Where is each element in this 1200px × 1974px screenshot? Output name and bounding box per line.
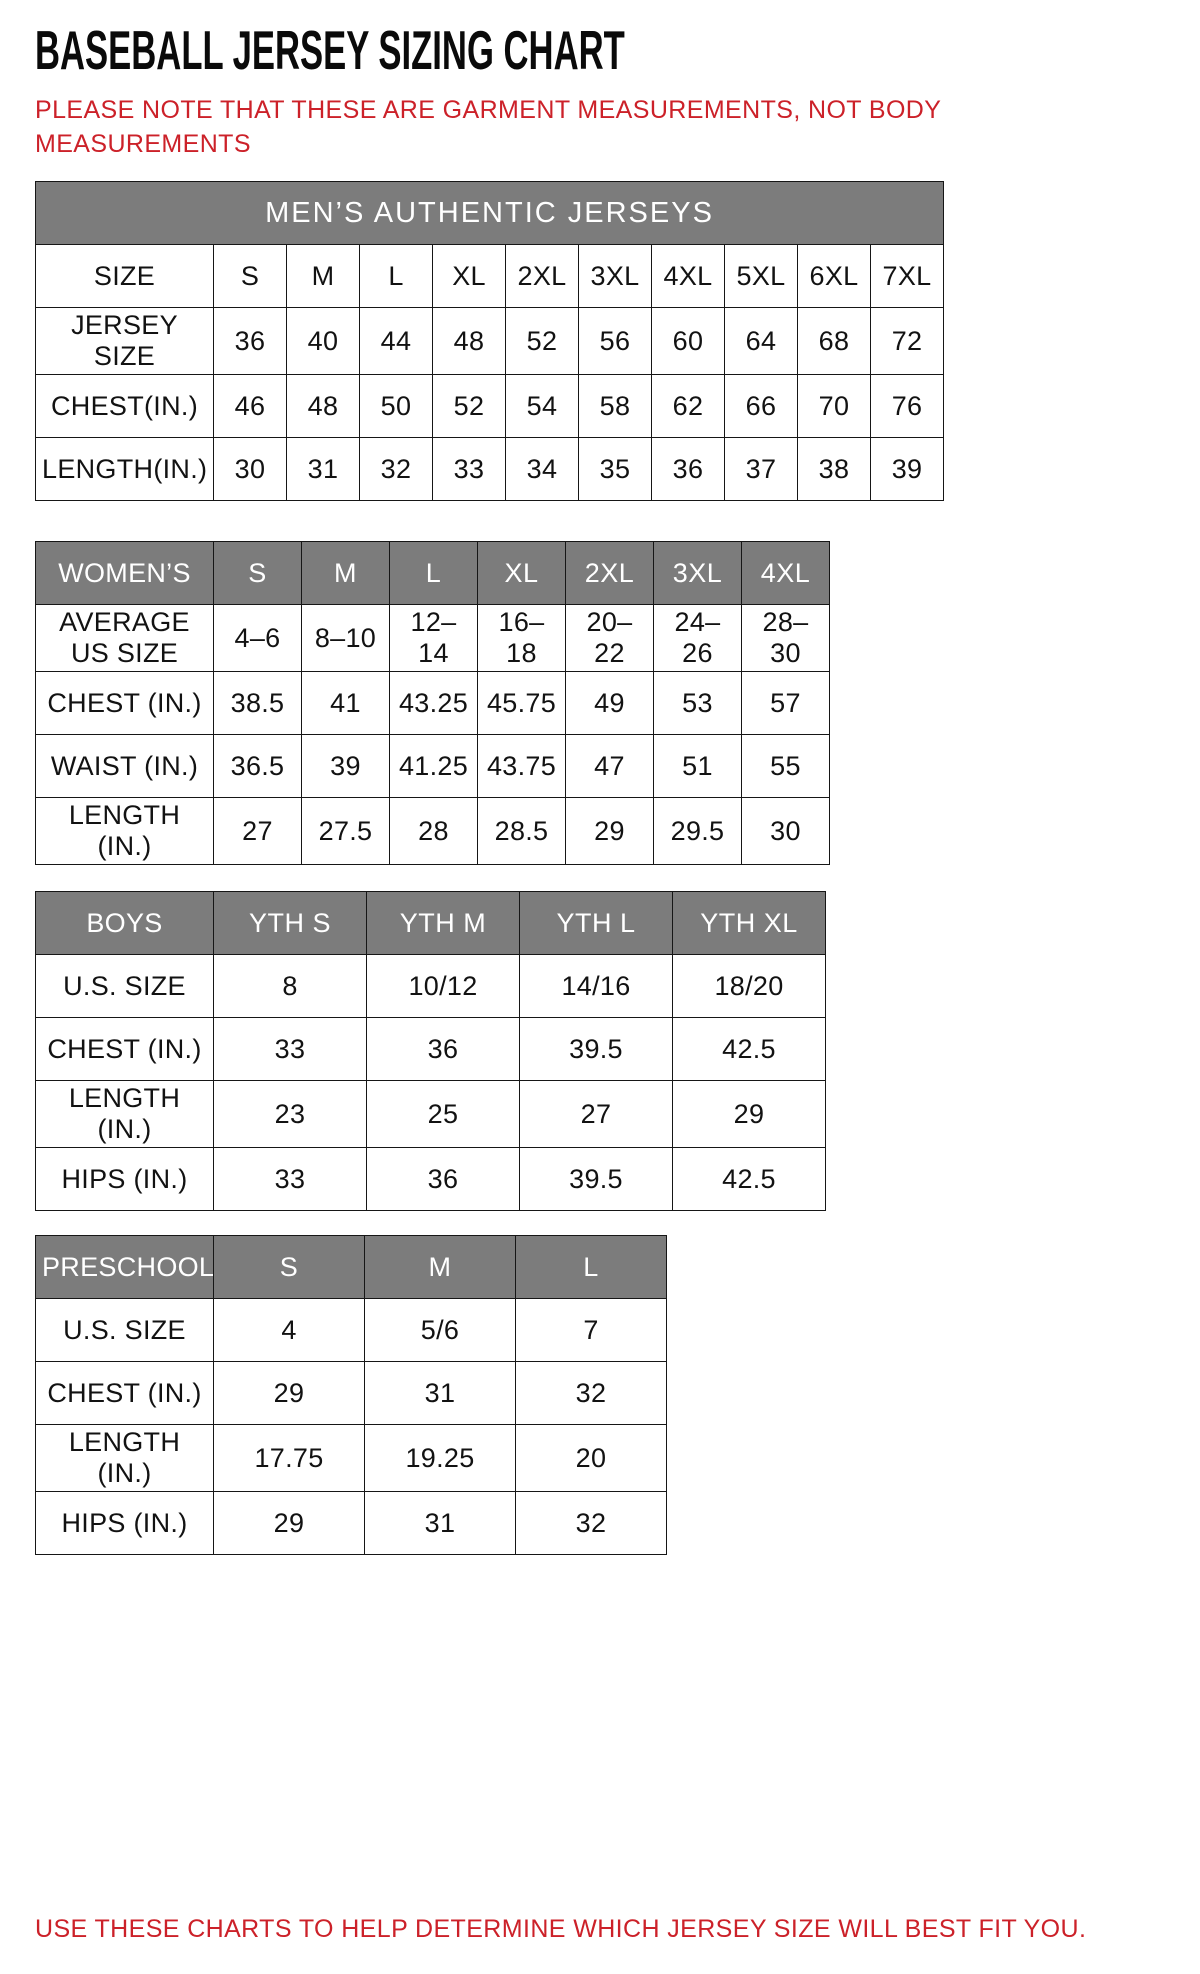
value-cell: 36 [652, 438, 725, 501]
value-cell: 5/6 [365, 1299, 516, 1362]
value-cell: 43.25 [390, 672, 478, 735]
value-cell: 37 [725, 438, 798, 501]
preschool-header-row [36, 1236, 667, 1299]
table-row [36, 735, 830, 798]
column-header: YTH M [367, 892, 520, 955]
value-cell: 38.5 [214, 672, 302, 735]
value-cell: 16–18 [478, 605, 566, 672]
value-cell: 5XL [725, 245, 798, 308]
table-row [36, 1362, 667, 1425]
value-cell: M [287, 245, 360, 308]
value-cell: 29.5 [654, 798, 742, 865]
table-row [36, 1425, 667, 1492]
value-cell: 33 [214, 1148, 367, 1211]
row-label: U.S. SIZE [36, 955, 214, 1018]
table-header-label: PRESCHOOL [36, 1236, 214, 1299]
note-line-1: PLEASE NOTE THAT THESE ARE GARMENT MEASUREMENTS, NOT BODY [35, 95, 942, 124]
value-cell: S [214, 245, 287, 308]
value-cell: 4XL [652, 245, 725, 308]
value-cell: 27.5 [302, 798, 390, 865]
value-cell: 27 [520, 1081, 673, 1148]
value-cell: 29 [673, 1081, 826, 1148]
value-cell: 36.5 [214, 735, 302, 798]
table-row [36, 672, 830, 735]
value-cell: 52 [506, 308, 579, 375]
value-cell: 8 [214, 955, 367, 1018]
row-label: HIPS (IN.) [36, 1492, 214, 1555]
column-header: YTH L [520, 892, 673, 955]
value-cell: 6XL [798, 245, 871, 308]
table-header-label: WOMEN’S [36, 542, 214, 605]
value-cell: 47 [566, 735, 654, 798]
table-row [36, 798, 830, 865]
column-header: S [214, 1236, 365, 1299]
value-cell: 14/16 [520, 955, 673, 1018]
value-cell: 53 [654, 672, 742, 735]
table-row [36, 1148, 826, 1211]
value-cell: 30 [742, 798, 830, 865]
womens-header-row [36, 542, 830, 605]
boys-sizing-table [35, 891, 826, 1211]
value-cell: 48 [433, 308, 506, 375]
value-cell: 36 [367, 1148, 520, 1211]
value-cell: 32 [516, 1362, 667, 1425]
mens-authentic-jerseys-banner-row [36, 182, 944, 245]
value-cell: 3XL [579, 245, 652, 308]
value-cell: 12–14 [390, 605, 478, 672]
value-cell: 43.75 [478, 735, 566, 798]
column-header: 4XL [742, 542, 830, 605]
value-cell: 64 [725, 308, 798, 375]
table-row [36, 308, 944, 375]
table-row [36, 1018, 826, 1081]
value-cell: 28–30 [742, 605, 830, 672]
boys-header-row [36, 892, 826, 955]
row-label: WAIST (IN.) [36, 735, 214, 798]
column-header: S [214, 542, 302, 605]
row-label: HIPS (IN.) [36, 1148, 214, 1211]
value-cell: 52 [433, 375, 506, 438]
value-cell: 68 [798, 308, 871, 375]
value-cell: 20–22 [566, 605, 654, 672]
value-cell: 50 [360, 375, 433, 438]
womens-sizing-table [35, 541, 830, 865]
value-cell: 42.5 [673, 1148, 826, 1211]
value-cell: 19.25 [365, 1425, 516, 1492]
value-cell: 44 [360, 308, 433, 375]
value-cell: 39.5 [520, 1148, 673, 1211]
value-cell: 31 [287, 438, 360, 501]
preschool-sizing-table [35, 1235, 667, 1555]
value-cell: 2XL [506, 245, 579, 308]
value-cell: 30 [214, 438, 287, 501]
value-cell: 33 [433, 438, 506, 501]
value-cell: 33 [214, 1018, 367, 1081]
value-cell: 4 [214, 1299, 365, 1362]
value-cell: 32 [516, 1492, 667, 1555]
value-cell: 31 [365, 1362, 516, 1425]
value-cell: 58 [579, 375, 652, 438]
table-header-label: BOYS [36, 892, 214, 955]
column-header: YTH S [214, 892, 367, 955]
measurement-note [35, 94, 1165, 162]
value-cell: 41.25 [390, 735, 478, 798]
row-label: LENGTH (IN.) [36, 1425, 214, 1492]
row-label: LENGTH(IN.) [36, 438, 214, 501]
value-cell: 29 [214, 1492, 365, 1555]
value-cell: 25 [367, 1081, 520, 1148]
column-header: M [365, 1236, 516, 1299]
column-header: 3XL [654, 542, 742, 605]
column-header: L [390, 542, 478, 605]
table-row [36, 245, 944, 308]
value-cell: 41 [302, 672, 390, 735]
value-cell: 17.75 [214, 1425, 365, 1492]
table-row [36, 1299, 667, 1362]
row-label: LENGTH (IN.) [36, 1081, 214, 1148]
column-header: XL [478, 542, 566, 605]
value-cell: 54 [506, 375, 579, 438]
row-label: AVERAGE US SIZE [36, 605, 214, 672]
value-cell: L [360, 245, 433, 308]
table-row [36, 955, 826, 1018]
row-label: CHEST (IN.) [36, 672, 214, 735]
value-cell: 62 [652, 375, 725, 438]
value-cell: 38 [798, 438, 871, 501]
value-cell: 55 [742, 735, 830, 798]
column-header: YTH XL [673, 892, 826, 955]
value-cell: 40 [287, 308, 360, 375]
value-cell: 28.5 [478, 798, 566, 865]
value-cell: XL [433, 245, 506, 308]
value-cell: 39.5 [520, 1018, 673, 1081]
value-cell: 32 [360, 438, 433, 501]
table-row [36, 438, 944, 501]
value-cell: 46 [214, 375, 287, 438]
row-label: U.S. SIZE [36, 1299, 214, 1362]
value-cell: 66 [725, 375, 798, 438]
value-cell: 56 [579, 308, 652, 375]
page-title: BASEBALL JERSEY SIZING CHART [35, 19, 625, 81]
table-row [36, 1492, 667, 1555]
column-header: L [516, 1236, 667, 1299]
value-cell: 27 [214, 798, 302, 865]
value-cell: 20 [516, 1425, 667, 1492]
mens-authentic-jerseys-banner: MEN’S AUTHENTIC JERSEYS [36, 182, 944, 245]
value-cell: 7 [516, 1299, 667, 1362]
note-line-2: MEASUREMENTS [35, 129, 251, 158]
value-cell: 34 [506, 438, 579, 501]
value-cell: 48 [287, 375, 360, 438]
value-cell: 49 [566, 672, 654, 735]
mens-sizing-table [35, 181, 944, 501]
column-header: M [302, 542, 390, 605]
value-cell: 76 [871, 375, 944, 438]
value-cell: 10/12 [367, 955, 520, 1018]
value-cell: 36 [367, 1018, 520, 1081]
value-cell: 18/20 [673, 955, 826, 1018]
value-cell: 29 [214, 1362, 365, 1425]
row-label: CHEST(IN.) [36, 375, 214, 438]
value-cell: 36 [214, 308, 287, 375]
row-label: CHEST (IN.) [36, 1018, 214, 1081]
footer-note: USE THESE CHARTS TO HELP DETERMINE WHICH JERSEY SIZE WILL BEST FIT YOU. [35, 1915, 1087, 1944]
value-cell: 39 [302, 735, 390, 798]
row-label: SIZE [36, 245, 214, 308]
value-cell: 70 [798, 375, 871, 438]
value-cell: 57 [742, 672, 830, 735]
value-cell: 24–26 [654, 605, 742, 672]
value-cell: 4–6 [214, 605, 302, 672]
row-label: CHEST (IN.) [36, 1362, 214, 1425]
row-label: JERSEY SIZE [36, 308, 214, 375]
value-cell: 29 [566, 798, 654, 865]
value-cell: 60 [652, 308, 725, 375]
value-cell: 51 [654, 735, 742, 798]
row-label: LENGTH (IN.) [36, 798, 214, 865]
value-cell: 45.75 [478, 672, 566, 735]
table-row [36, 375, 944, 438]
value-cell: 8–10 [302, 605, 390, 672]
value-cell: 23 [214, 1081, 367, 1148]
value-cell: 7XL [871, 245, 944, 308]
value-cell: 35 [579, 438, 652, 501]
table-row [36, 1081, 826, 1148]
value-cell: 31 [365, 1492, 516, 1555]
value-cell: 42.5 [673, 1018, 826, 1081]
value-cell: 39 [871, 438, 944, 501]
table-row [36, 605, 830, 672]
column-header: 2XL [566, 542, 654, 605]
value-cell: 72 [871, 308, 944, 375]
value-cell: 28 [390, 798, 478, 865]
